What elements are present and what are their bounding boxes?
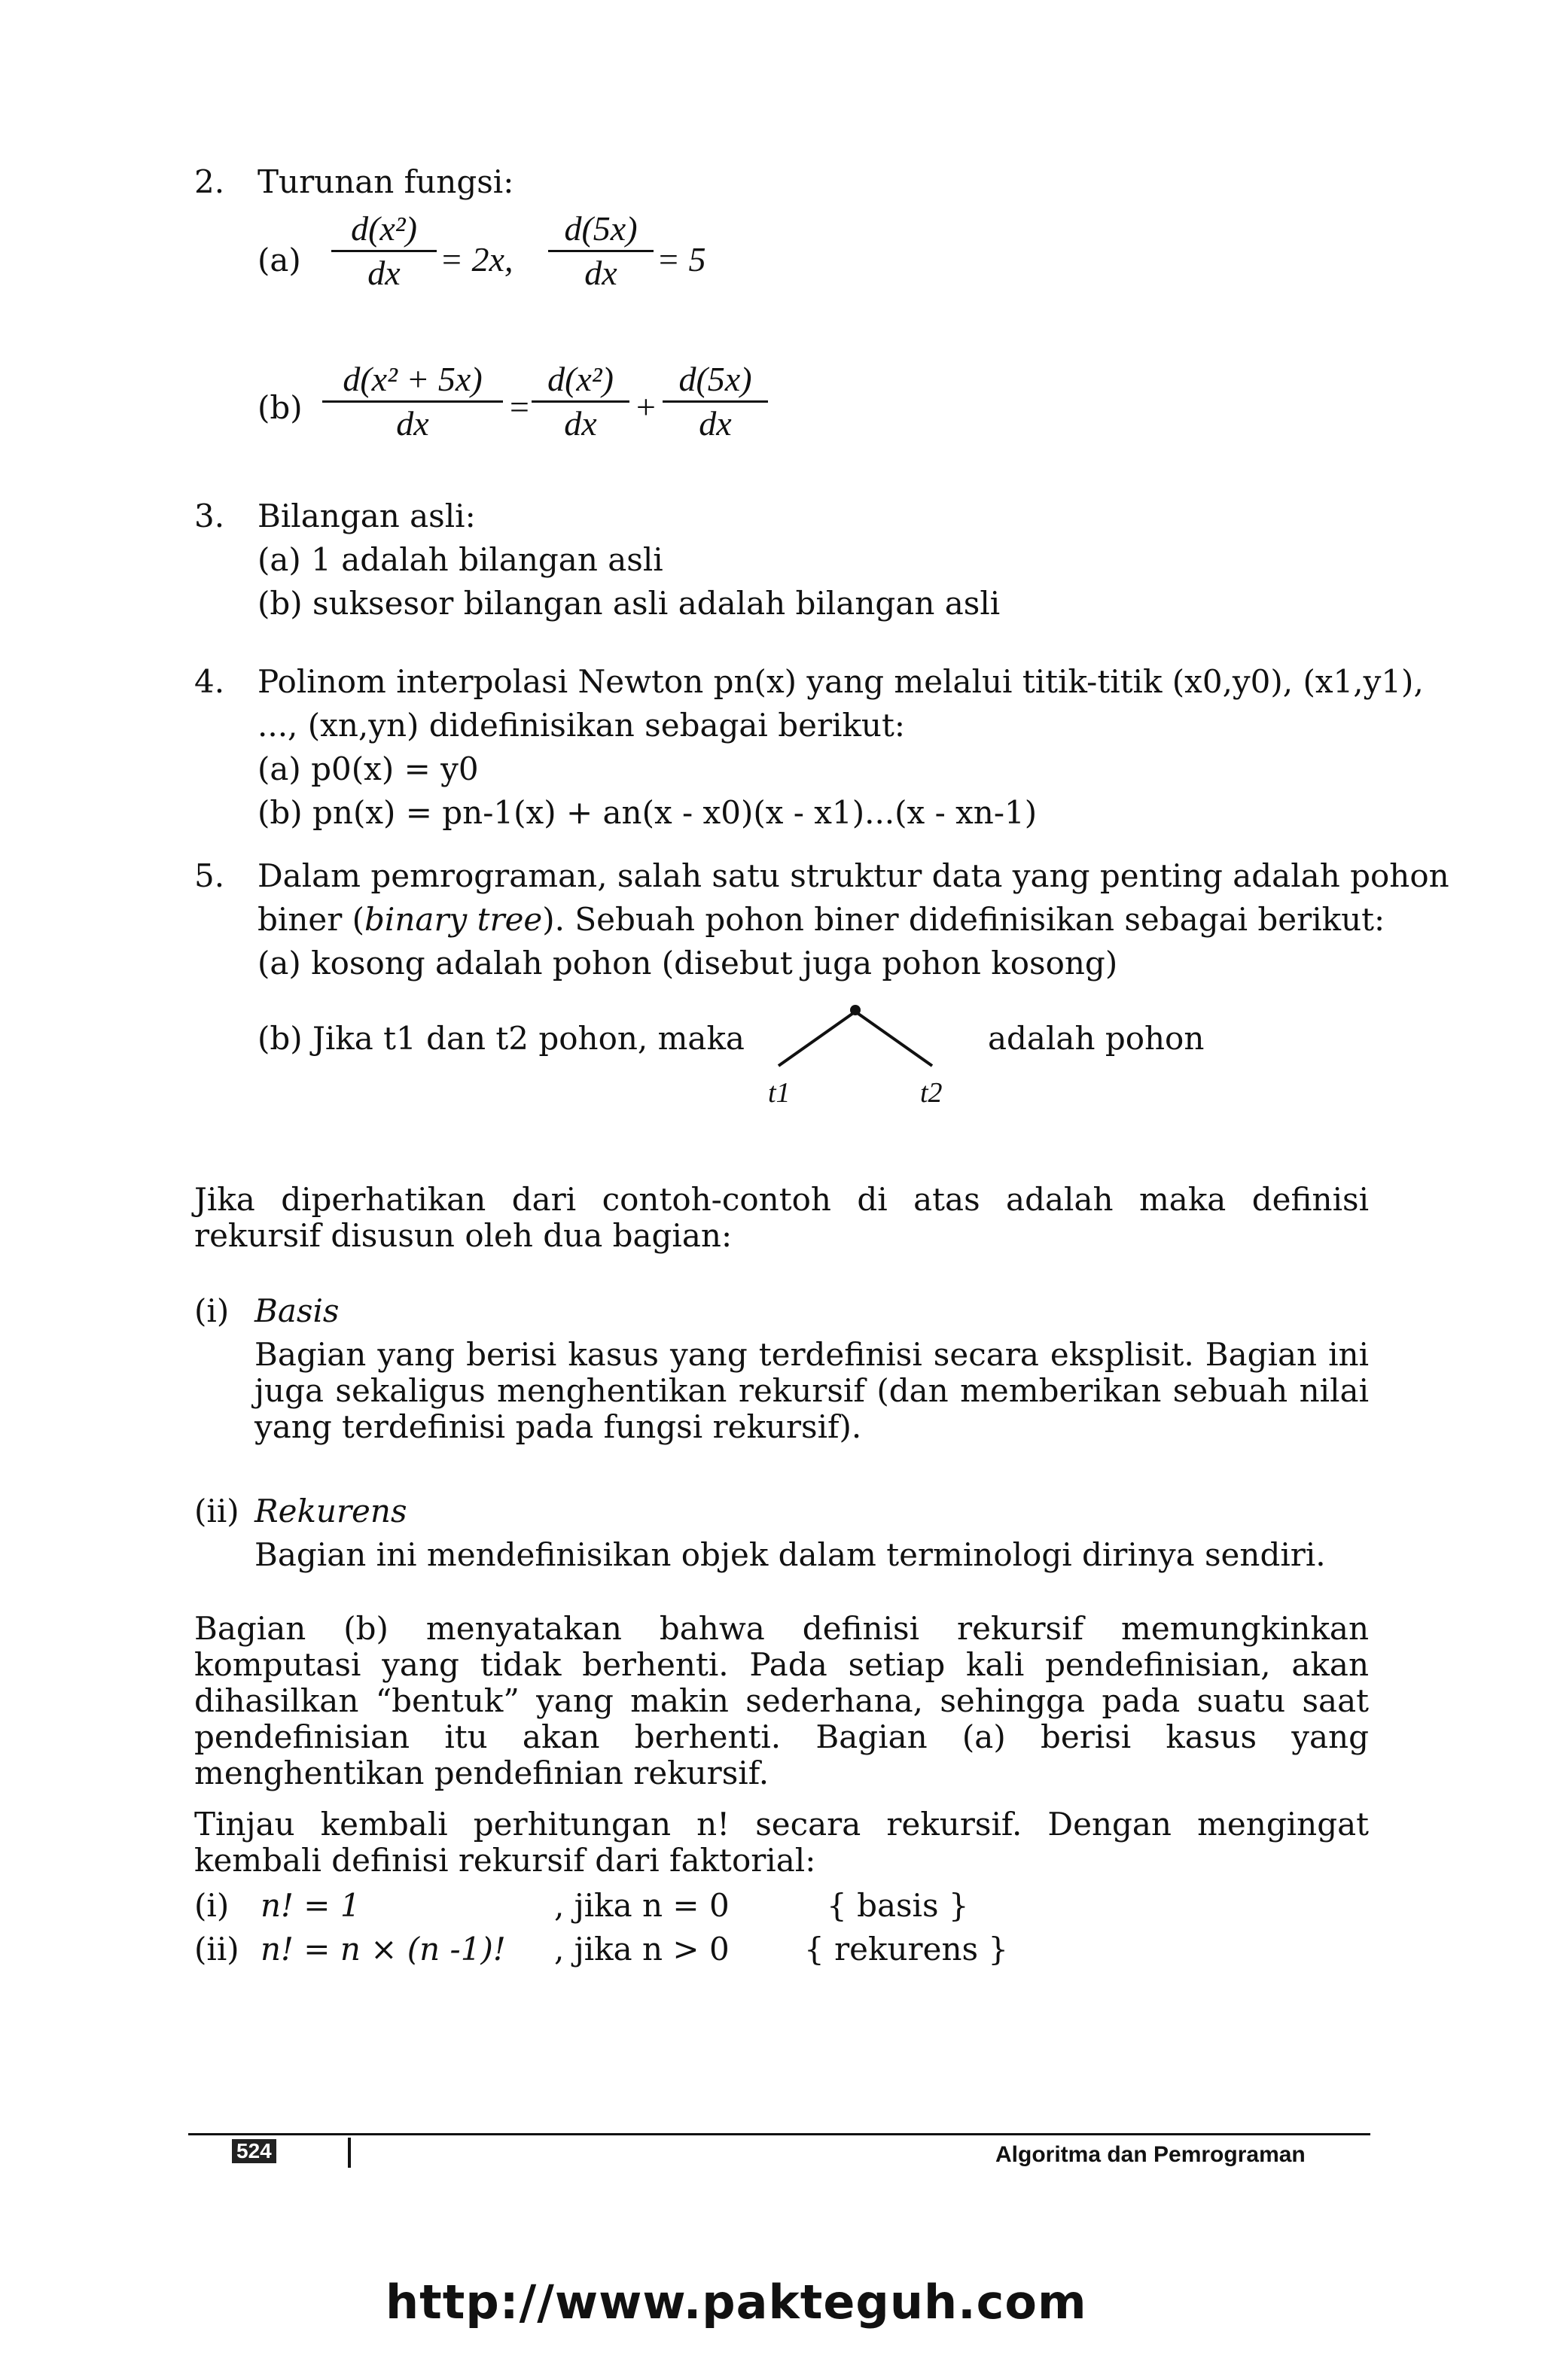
fraction-denominator: dx [367,254,401,292]
item-4b: (b) pn(x) = pn-1(x) + an(x - x0)(x - x1)...(x - xn-1) [258,794,1038,831]
equals-sign: = [507,388,532,426]
tree-right-label: t2 [920,1077,943,1109]
derivative-x-squared-term [532,360,629,443]
binary-tree-term: binary tree [364,901,543,938]
footer-rule [188,2133,1370,2135]
tree-left-edge [779,1012,855,1066]
rekurens-description: Bagian ini mendefinisikan objek dalam terminologi dirinya sendiri. [254,1536,1326,1573]
derivative-x-squared-result: = 2x, [440,240,513,278]
item-3-title: Bilangan asli: [258,498,476,534]
derivative-x-squared-fraction [331,209,437,293]
factorial-rekurens-tag: { rekurens } [804,1931,1009,1968]
factorial-rekurens-expression: n! = n × (n -1)! [261,1931,506,1968]
item-5-line-1: Dalam pemrograman, salah satu struktur data yang penting adalah pohon [258,857,1449,894]
item-5b: (b) Jika t1 dan t2 pohon, maka [258,1020,745,1057]
factorial-basis-condition: , jika n = 0 [554,1887,730,1924]
basis-title: Basis [254,1292,340,1329]
plus-sign: + [634,388,658,426]
item-4-number: 4. [194,663,225,700]
intro-paragraph: Jika diperhatikan dari contoh-contoh di atas adalah maka definisi rekursif disusun oleh dua bagian: [194,1181,1369,1254]
footer-book-title: Algoritma dan Pemrograman [995,2142,1306,2167]
derivative-sum-fraction [322,360,503,443]
factorial-rekurens-label: (ii) [194,1931,239,1968]
line-2-suffix: ). Sebuah pohon biner didefinisikan sebagai berikut: [542,901,1385,938]
paragraph-tinjau: Tinjau kembali perhitungan n! secara rekursif. Dengan mengingat kembali definisi rekursif dari faktorial: [194,1806,1369,1879]
fraction-numerator: d(5x) [678,360,752,398]
basis-label: (i) [194,1292,230,1329]
item-2b-label: (b) [258,389,303,426]
fraction-bar [548,250,654,252]
item-2-number: 2. [194,163,225,200]
item-3b: (b) suksesor bilangan asli adalah bilangan asli [258,585,1001,622]
fraction-numerator: d(x²) [547,360,614,398]
factorial-basis-tag: { basis } [827,1887,969,1924]
rekurens-label: (ii) [194,1493,239,1529]
derivative-5x-result: = 5 [657,240,706,278]
item-4-line-2: ..., (xn,yn) didefinisikan sebagai berikut: [258,707,905,744]
fraction-bar [663,400,768,403]
footer-url[interactable]: http://www.pakteguh.com [386,2275,1087,2330]
fraction-denominator: dx [584,254,617,292]
fraction-bar [532,400,629,403]
footer-page-box [190,2138,351,2168]
basis-description: Bagian yang berisi kasus yang terdefinisi secara eksplisit. Bagian ini juga sekaligus menghentikan rekursif (dan memberikan sebuah nilai yang terdefinisi pada fungsi rekursif). [254,1336,1369,1445]
fraction-denominator: dx [564,404,597,443]
item-5b-suffix: adalah pohon [988,1020,1205,1057]
item-5a: (a) kosong adalah pohon (disebut juga pohon kosong) [258,945,1118,982]
factorial-basis-expression: n! = 1 [261,1887,361,1924]
fraction-denominator: dx [699,404,732,443]
fraction-bar [331,250,437,252]
item-4-line-1: Polinom interpolasi Newton pn(x) yang melalui titik-titik (x0,y0), (x1,y1), [258,663,1424,700]
item-5-line-2 [258,902,1385,938]
page-number: 524 [232,2139,276,2163]
tree-right-edge [855,1012,932,1066]
derivative-5x-term [663,360,768,443]
rekurens-title: Rekurens [254,1493,407,1529]
item-2a-label: (a) [258,242,301,278]
item-3a: (a) 1 adalah bilangan asli [258,541,663,578]
factorial-rekurens-condition: , jika n > 0 [554,1931,730,1968]
line-2-prefix: biner ( [258,901,365,938]
item-2-title: Turunan fungsi: [258,163,514,200]
tree-left-label: t1 [768,1077,791,1109]
fraction-numerator: d(5x) [564,209,638,248]
fraction-bar [322,400,503,403]
fraction-denominator: dx [396,404,429,443]
fraction-numerator: d(x²) [351,209,417,248]
derivative-5x-fraction [548,209,654,293]
item-4a: (a) p0(x) = y0 [258,750,479,787]
item-3-number: 3. [194,498,225,534]
fraction-numerator: d(x² + 5x) [343,360,483,398]
paragraph-bagian-b: Bagian (b) menyatakan bahwa definisi rekursif memungkinkan komputasi yang tidak berhenti. Pada setiap kali pendefinisian, akan dihasilkan “bentuk” yang makin sederhana, sehingga pada suatu saat pendefinisian itu akan berhenti. Bagian (a) berisi kasus yang menghentikan pendefinian rekursif. [194,1610,1369,1791]
factorial-basis-label: (i) [194,1887,230,1924]
item-5-number: 5. [194,857,225,894]
